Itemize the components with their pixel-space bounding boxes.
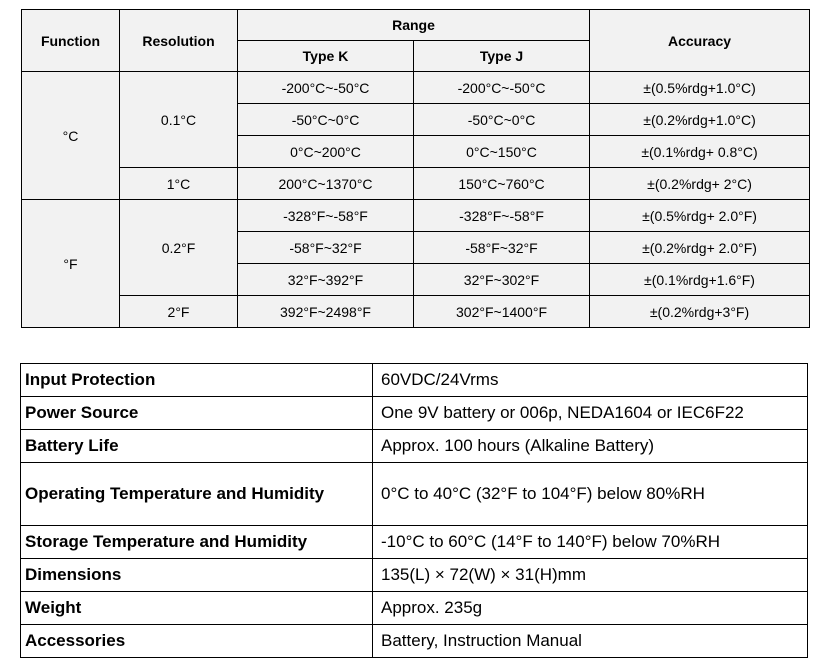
spec-row bbox=[21, 463, 808, 526]
spec-value: 135(L) × 72(W) × 31(H)mm bbox=[373, 559, 808, 592]
function-fahrenheit: °F bbox=[22, 200, 120, 328]
header-accuracy: Accuracy bbox=[590, 10, 810, 72]
spec-row bbox=[21, 592, 808, 625]
spec-value: -10°C to 60°C (14°F to 140°F) below 70%RH bbox=[373, 526, 808, 559]
spec-label: Power Source bbox=[21, 397, 373, 430]
resolution-celsius-coarse: 1°C bbox=[120, 168, 238, 200]
spec-label: Operating Temperature and Humidity bbox=[21, 463, 373, 526]
function-celsius: °C bbox=[22, 72, 120, 200]
type-k-range: -328°F~-58°F bbox=[238, 200, 414, 232]
type-j-range: 32°F~302°F bbox=[414, 264, 590, 296]
spec-label: Accessories bbox=[21, 625, 373, 658]
spec-label: Storage Temperature and Humidity bbox=[21, 526, 373, 559]
resolution-fahrenheit-fine: 0.2°F bbox=[120, 200, 238, 296]
accuracy-value: ±(0.5%rdg+1.0°C) bbox=[590, 72, 810, 104]
header-row bbox=[22, 10, 810, 41]
type-j-range: 150°C~760°C bbox=[414, 168, 590, 200]
spec-value: Approx. 100 hours (Alkaline Battery) bbox=[373, 430, 808, 463]
type-k-range: 200°C~1370°C bbox=[238, 168, 414, 200]
spec-value: 60VDC/24Vrms bbox=[373, 364, 808, 397]
spec-label: Dimensions bbox=[21, 559, 373, 592]
type-j-range: -58°F~32°F bbox=[414, 232, 590, 264]
spec-row bbox=[21, 397, 808, 430]
spec-row bbox=[21, 430, 808, 463]
type-k-range: 0°C~200°C bbox=[238, 136, 414, 168]
general-spec-table bbox=[20, 363, 808, 658]
spec-value: Approx. 235g bbox=[373, 592, 808, 625]
accuracy-value: ±(0.2%rdg+3°F) bbox=[590, 296, 810, 328]
accuracy-value: ±(0.2%rdg+1.0°C) bbox=[590, 104, 810, 136]
header-type-k: Type K bbox=[238, 41, 414, 72]
type-j-range: 0°C~150°C bbox=[414, 136, 590, 168]
type-j-range: 302°F~1400°F bbox=[414, 296, 590, 328]
type-j-range: -50°C~0°C bbox=[414, 104, 590, 136]
spec-row bbox=[21, 559, 808, 592]
type-k-range: -200°C~-50°C bbox=[238, 72, 414, 104]
type-j-range: -328°F~-58°F bbox=[414, 200, 590, 232]
spec-value: Battery, Instruction Manual bbox=[373, 625, 808, 658]
header-range: Range bbox=[238, 10, 590, 41]
type-k-range: 392°F~2498°F bbox=[238, 296, 414, 328]
resolution-celsius-fine: 0.1°C bbox=[120, 72, 238, 168]
type-k-range: -50°C~0°C bbox=[238, 104, 414, 136]
spec-row bbox=[21, 526, 808, 559]
range-accuracy-table bbox=[21, 9, 810, 328]
spec-row bbox=[21, 364, 808, 397]
spec-label: Input Protection bbox=[21, 364, 373, 397]
type-k-range: -58°F~32°F bbox=[238, 232, 414, 264]
spec-value: One 9V battery or 006p, NEDA1604 or IEC6F22 bbox=[373, 397, 808, 430]
table-row bbox=[22, 72, 810, 104]
header-type-j: Type J bbox=[414, 41, 590, 72]
table-row bbox=[22, 296, 810, 328]
accuracy-value: ±(0.5%rdg+ 2.0°F) bbox=[590, 200, 810, 232]
accuracy-value: ±(0.1%rdg+1.6°F) bbox=[590, 264, 810, 296]
accuracy-value: ±(0.2%rdg+ 2°C) bbox=[590, 168, 810, 200]
type-j-range: -200°C~-50°C bbox=[414, 72, 590, 104]
type-k-range: 32°F~392°F bbox=[238, 264, 414, 296]
spec-label: Weight bbox=[21, 592, 373, 625]
spec-label: Battery Life bbox=[21, 430, 373, 463]
header-resolution: Resolution bbox=[120, 10, 238, 72]
table-row bbox=[22, 168, 810, 200]
spec-value: 0°C to 40°C (32°F to 104°F) below 80%RH bbox=[373, 463, 808, 526]
accuracy-value: ±(0.1%rdg+ 0.8°C) bbox=[590, 136, 810, 168]
accuracy-value: ±(0.2%rdg+ 2.0°F) bbox=[590, 232, 810, 264]
table-row bbox=[22, 200, 810, 232]
header-function: Function bbox=[22, 10, 120, 72]
spec-row bbox=[21, 625, 808, 658]
resolution-fahrenheit-coarse: 2°F bbox=[120, 296, 238, 328]
